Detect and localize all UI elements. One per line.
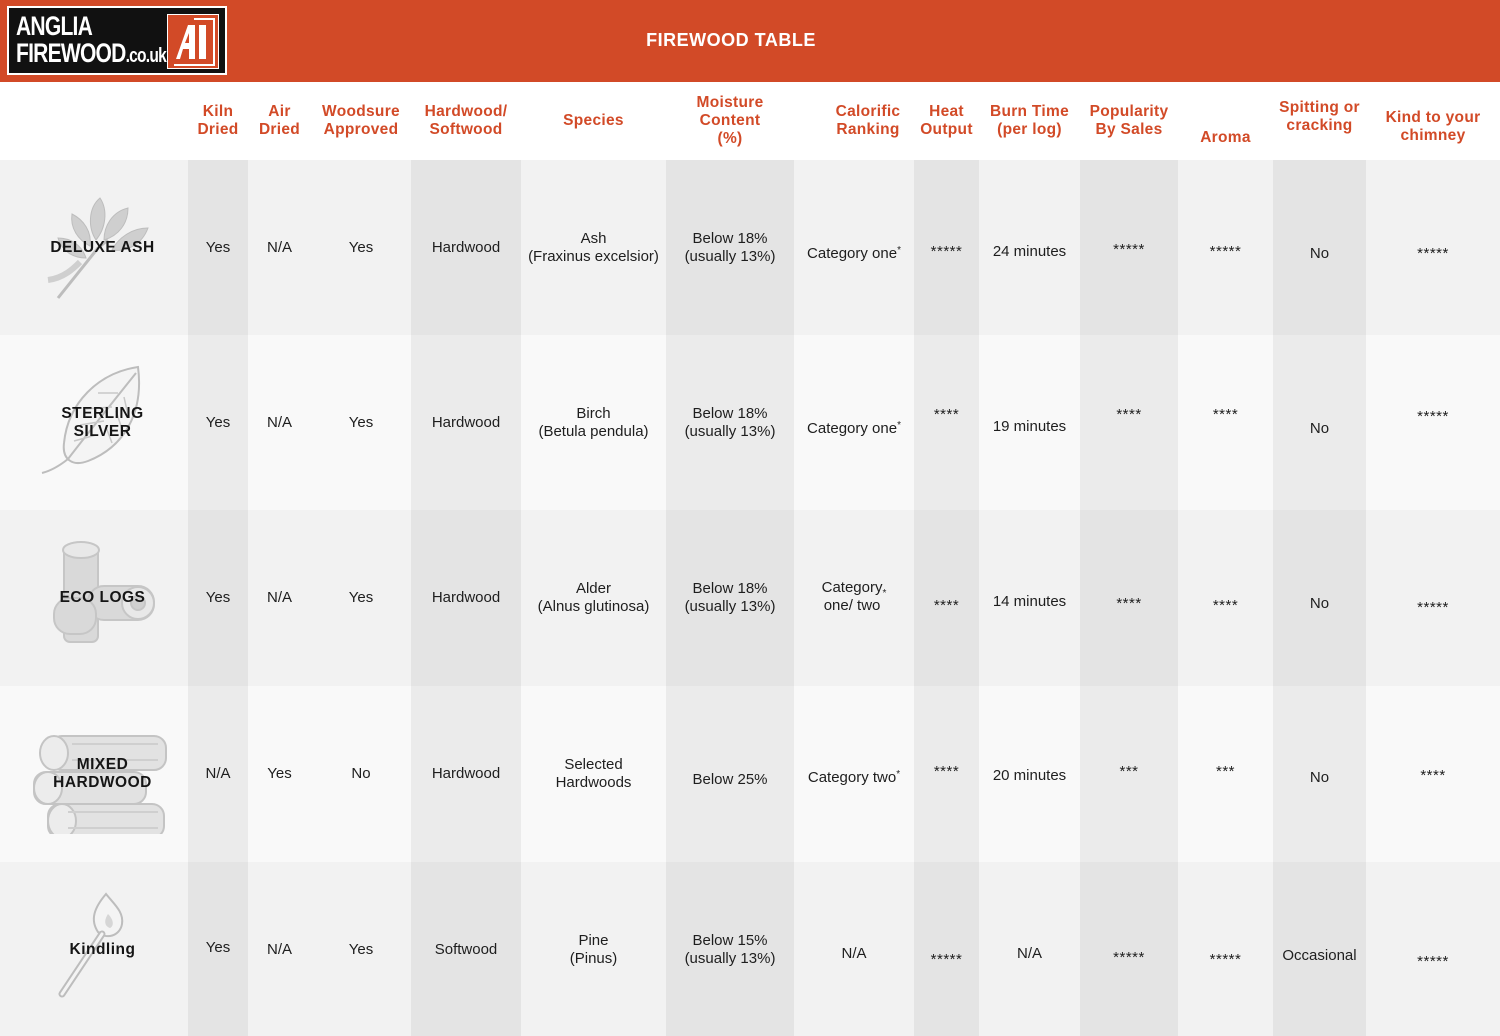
cell-species-value: Selected Hardwoods [555, 756, 632, 791]
cell-aroma-value: **** [1212, 597, 1239, 614]
cell-kiln-value: Yes [205, 414, 231, 431]
cell-kiln [188, 335, 248, 511]
cell-chimney [1366, 335, 1500, 511]
cell-species [521, 335, 666, 511]
cell-kiln-value: Yes [205, 239, 231, 256]
cell-spitting-value: No [1309, 769, 1330, 786]
product-name-cell [0, 160, 188, 336]
cell-aroma-value: *** [1215, 763, 1235, 780]
cell-burn [979, 862, 1080, 1036]
cell-type [411, 160, 521, 336]
column-header-spitting: Spitting or cracking [1279, 99, 1360, 134]
column-header-calorific: Calorific Ranking [835, 103, 901, 138]
cell-calorific-value: Category one [807, 245, 898, 262]
cell-chimney [1366, 160, 1500, 336]
cell-woodsure [311, 335, 411, 511]
cell-popularity-value: *** [1119, 763, 1139, 780]
cell-type [411, 862, 521, 1036]
cell-kiln [188, 160, 248, 336]
cell-heat-value: ***** [930, 951, 963, 968]
cell-popularity [1080, 686, 1178, 862]
cell-heat [914, 510, 979, 686]
cell-chimney-value: ***** [1417, 953, 1449, 970]
cell-species [521, 510, 666, 686]
cell-burn-value: 19 minutes [992, 418, 1067, 435]
cell-popularity-value: ***** [1113, 949, 1145, 966]
cell-aroma-value: **** [1212, 406, 1239, 423]
column-header-aroma: Aroma [1200, 129, 1251, 146]
column-header-kiln-dried: Kiln Dried [197, 103, 239, 138]
calorific-footnote-mark: * [882, 588, 887, 599]
cell-air [248, 335, 311, 511]
cell-burn-value: N/A [1016, 945, 1042, 962]
product-name-cell [0, 335, 188, 511]
cell-aroma [1178, 335, 1273, 511]
cell-calorific-value: Category two [807, 769, 897, 786]
cell-moisture [666, 335, 794, 511]
cell-chimney-value: ***** [1417, 599, 1449, 616]
cell-burn [979, 510, 1080, 686]
cell-heat [914, 160, 979, 336]
column-header-woodsure: Woodsure Approved [322, 103, 400, 138]
cell-type-value: Hardwood [431, 414, 501, 431]
cell-type-value: Hardwood [431, 589, 501, 606]
table-row [0, 160, 1500, 336]
cell-aroma [1178, 862, 1273, 1036]
cell-woodsure-value: No [351, 765, 371, 782]
cell-heat [914, 862, 979, 1036]
cell-heat [914, 686, 979, 862]
cell-woodsure [311, 862, 411, 1036]
cell-spitting-value: Occasional [1282, 947, 1357, 964]
cell-aroma-value: ***** [1209, 243, 1242, 260]
cell-calorific [794, 862, 914, 1036]
cell-species-value: Alder (Alnus glutinosa) [537, 580, 650, 615]
cell-heat-value: ***** [930, 243, 963, 260]
cell-heat-value: **** [933, 763, 960, 780]
column-header-chimney: Kind to your chimney [1385, 109, 1481, 144]
cell-type-value: Hardwood [431, 239, 501, 256]
cell-aroma-value: ***** [1209, 951, 1242, 968]
cell-moisture-value: Below 18% (usually 13%) [684, 230, 776, 265]
cell-kiln [188, 862, 248, 1036]
table-row [0, 862, 1500, 1036]
calorific-footnote-mark: * [896, 769, 901, 780]
cell-moisture [666, 862, 794, 1036]
cell-burn-value: 14 minutes [992, 593, 1067, 610]
product-name: STERLING SILVER [61, 405, 144, 440]
cell-chimney-value: ***** [1417, 245, 1449, 262]
cell-chimney [1366, 686, 1500, 862]
cell-aroma [1178, 160, 1273, 336]
cell-popularity [1080, 335, 1178, 511]
cell-type [411, 510, 521, 686]
cell-chimney-value: **** [1420, 767, 1446, 784]
cell-species-value: Birch (Betula pendula) [538, 405, 649, 440]
column-header-moisture: Moisture Content (%) [696, 94, 764, 147]
cell-type-value: Softwood [434, 941, 498, 958]
cell-heat-value: **** [933, 597, 960, 614]
calorific-footnote-mark: * [897, 420, 901, 431]
cell-burn-value: 20 minutes [992, 767, 1067, 784]
brand-name: FIREWOOD [16, 38, 126, 68]
cell-popularity-value: **** [1116, 406, 1142, 423]
cell-moisture [666, 510, 794, 686]
column-header-air-dried: Air Dried [258, 103, 301, 138]
cell-air-value: N/A [266, 239, 292, 256]
cell-popularity-value: **** [1116, 595, 1142, 612]
cell-calorific [794, 686, 914, 862]
cell-burn [979, 160, 1080, 336]
cell-air-value: N/A [266, 941, 292, 958]
cell-type [411, 686, 521, 862]
cell-species-value: Pine (Pinus) [569, 932, 618, 967]
cell-woodsure-value: Yes [348, 239, 374, 256]
cell-calorific-value: Category one [807, 420, 898, 437]
cell-moisture-value: Below 18% (usually 13%) [684, 580, 776, 615]
product-name: DELUXE ASH [50, 239, 155, 256]
page-title: FIREWOOD TABLE [646, 30, 816, 50]
cell-moisture-value: Below 25% [692, 771, 768, 788]
cell-heat [914, 335, 979, 511]
cell-species [521, 160, 666, 336]
cell-air [248, 686, 311, 862]
cell-calorific [794, 335, 914, 511]
cell-burn-value: 24 minutes [992, 243, 1067, 260]
brand-line-1: ANGLIA [16, 11, 93, 41]
cell-kiln-value: Yes [205, 589, 231, 606]
cell-moisture [666, 160, 794, 336]
column-header-popularity: Popularity By Sales [1089, 103, 1169, 138]
cell-air [248, 862, 311, 1036]
cell-popularity [1080, 510, 1178, 686]
cell-calorific [794, 510, 914, 686]
cell-moisture [666, 686, 794, 862]
cell-woodsure-value: Yes [348, 589, 374, 606]
column-header-burn-time: Burn Time (per log) [989, 103, 1070, 138]
table-header [0, 82, 1500, 160]
cell-spitting-value: No [1309, 595, 1330, 612]
cell-chimney [1366, 510, 1500, 686]
product-name-cell [0, 862, 188, 1036]
cell-air-value: N/A [266, 414, 292, 431]
cell-spitting [1273, 862, 1366, 1036]
cell-chimney [1366, 862, 1500, 1036]
cell-calorific-value: N/A [841, 945, 867, 962]
product-name: Kindling [69, 941, 136, 958]
cell-popularity-value: ***** [1113, 241, 1145, 258]
table-row [0, 686, 1500, 862]
cell-burn [979, 335, 1080, 511]
cell-woodsure [311, 686, 411, 862]
cell-species [521, 686, 666, 862]
cell-chimney-value: ***** [1417, 408, 1449, 425]
column-header-hardwood-softwood: Hardwood/ Softwood [424, 103, 508, 138]
cell-air [248, 510, 311, 686]
cell-species-value: Ash (Fraxinus excelsior) [528, 230, 659, 265]
cell-kiln [188, 510, 248, 686]
column-header-species: Species [563, 112, 624, 129]
cell-air-value: N/A [266, 589, 292, 606]
cell-spitting [1273, 686, 1366, 862]
cell-woodsure-value: Yes [348, 941, 374, 958]
product-name: MIXED HARDWOOD [53, 756, 152, 791]
cell-air [248, 160, 311, 336]
cell-spitting [1273, 160, 1366, 336]
cell-heat-value: **** [933, 406, 960, 423]
cell-burn [979, 686, 1080, 862]
cell-woodsure [311, 510, 411, 686]
cell-kiln [188, 686, 248, 862]
cell-popularity [1080, 862, 1178, 1036]
cell-spitting-value: No [1309, 420, 1330, 437]
calorific-footnote-mark: * [897, 245, 901, 256]
cell-air-value: Yes [267, 765, 292, 782]
table-row [0, 510, 1500, 686]
cell-moisture-value: Below 18% (usually 13%) [684, 405, 776, 440]
cell-spitting-value: No [1309, 245, 1330, 262]
cell-type-value: Hardwood [431, 765, 501, 782]
cell-popularity [1080, 160, 1178, 336]
cell-kiln-value: N/A [205, 765, 231, 782]
cell-woodsure-value: Yes [348, 414, 374, 431]
cell-moisture-value: Below 15% (usually 13%) [684, 932, 776, 967]
cell-calorific [794, 160, 914, 336]
cell-species [521, 862, 666, 1036]
cell-type [411, 335, 521, 511]
product-name-cell [0, 510, 188, 686]
brand-domain: .co.uk [125, 45, 166, 67]
column-header-heat-output: Heat Output [920, 103, 973, 138]
cell-kiln-value: Yes [205, 939, 231, 956]
cell-spitting [1273, 335, 1366, 511]
cell-aroma [1178, 510, 1273, 686]
table-row [0, 335, 1500, 511]
header-bar [0, 0, 1500, 82]
product-name-cell [0, 686, 188, 862]
cell-aroma [1178, 686, 1273, 862]
cell-spitting [1273, 510, 1366, 686]
cell-calorific-value: Category one/ two [821, 579, 883, 614]
cell-woodsure [311, 160, 411, 336]
product-name: ECO LOGS [59, 589, 146, 606]
